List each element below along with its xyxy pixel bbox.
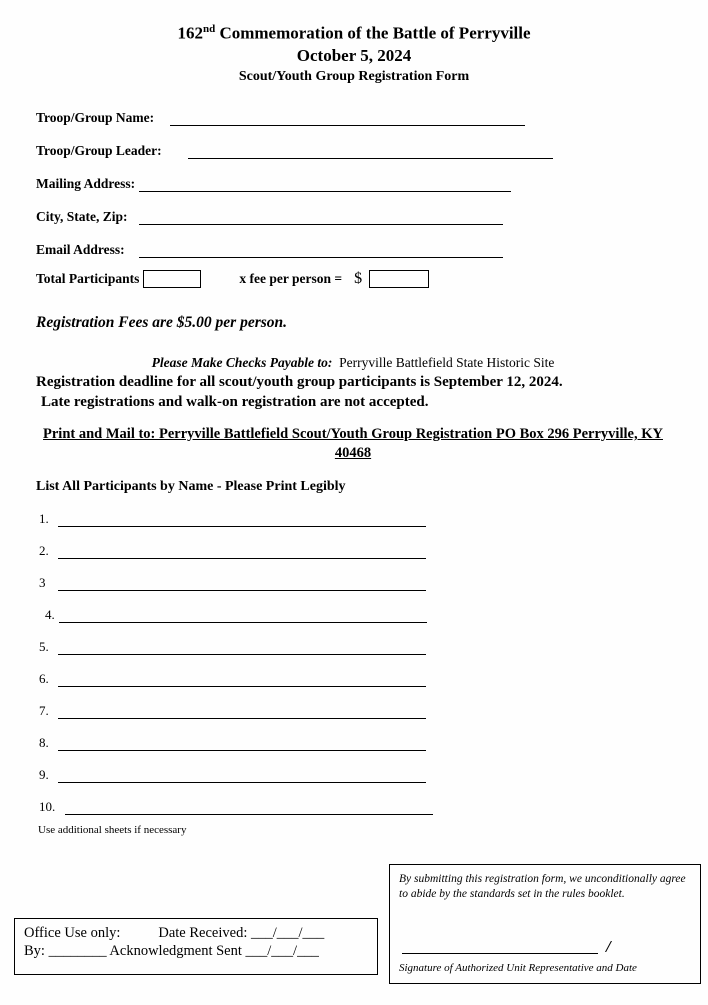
agreement-statement: By submitting this registration form, we unconditionally agree to abide by the standards set in the rules booklet. [399,873,686,900]
city-state-zip-label: City, State, Zip: [36,208,128,224]
event-date: October 5, 2024 [296,45,412,65]
mailing-address-input-line[interactable] [139,176,511,192]
participant-name-line-5[interactable] [58,641,426,655]
participant-row [39,542,670,559]
participant-row [39,798,670,815]
participant-row [39,702,670,719]
participant-number: 1. [39,510,49,526]
signature-date-slash: / [606,937,611,956]
participant-number: 2. [39,542,49,558]
participant-name-line-4[interactable] [59,609,427,623]
participant-row [39,574,670,591]
by-label: By: [24,943,45,959]
total-participants-row [36,268,670,290]
signature-row [399,937,691,956]
participant-name-line-3[interactable] [58,577,426,591]
total-participants-label: Total Participants [36,270,140,286]
troop-group-name-label: Troop/Group Name: [36,109,155,125]
participant-list [39,510,670,815]
participant-row [39,766,670,783]
mail-to-zip: 40468 [334,444,372,461]
participant-name-line-2[interactable] [58,545,426,559]
signature-input-line[interactable] [402,942,598,954]
additional-sheets-note: Use additional sheets if necessary [38,823,187,836]
title-ordinal-superscript: nd [202,23,216,35]
late-registration-statement: Late registrations and walk-on registration are not accepted. [41,393,429,410]
deadline-statement: Registration deadline for all scout/youth group participants is September 12, 2024. [36,373,563,390]
troop-group-leader-label: Troop/Group Leader: [36,142,162,158]
participant-name-line-1[interactable] [58,513,426,527]
acknowledgment-sent-blank[interactable]: ___/___/___ [245,943,319,959]
total-participants-input-box[interactable] [143,270,201,288]
troop-group-name-input-line[interactable] [170,110,525,126]
troop-group-leader-input-line[interactable] [188,143,553,159]
total-fee-input-box[interactable] [369,270,429,288]
mail-to-line1: Print and Mail to: Perryville Battlefield Scout/Youth Group Registration PO Box 296 Perryville, KY [43,425,663,442]
fee-per-person-label: x fee per person = [239,270,343,286]
field-row-email-address [36,239,670,258]
participant-row [39,510,670,527]
participant-number: 9. [39,766,49,782]
participant-row [39,734,670,751]
email-address-input-line[interactable] [139,242,503,258]
participant-name-line-10[interactable] [65,801,433,815]
participant-row [39,670,670,687]
office-use-only-label: Office Use only: [24,925,121,941]
participant-number: 8. [39,734,49,750]
field-row-mailing-address [36,173,670,192]
form-header [0,0,708,87]
dollar-sign: $ [354,269,363,287]
checks-payable-payee: Perryville Battlefield State Historic Site [339,354,555,370]
signature-caption: Signature of Authorized Unit Representative and Date [399,962,637,974]
checks-payable-value [336,355,555,370]
participant-name-line-6[interactable] [58,673,426,687]
participant-number: 3 [39,574,46,590]
field-row-troop-group-leader [36,140,670,159]
participant-name-line-9[interactable] [58,769,426,783]
office-use-line1 [24,924,368,942]
form-name: Scout/Youth Group Registration Form [238,68,470,84]
print-and-mail-instructions [36,425,670,463]
checks-payable-label: Please Make Checks Payable to: [151,354,333,370]
field-row-troop-group-name [36,107,670,126]
acknowledgment-sent-label: Acknowledgment Sent [109,943,242,959]
participant-list-heading: List All Participants by Name - Please Print Legibly [36,478,346,494]
form-body [0,107,708,836]
checks-payable-line [36,355,670,371]
registration-fees-note: Registration Fees are $5.00 per person. [36,313,288,331]
participant-row [39,606,670,623]
participant-row [39,638,670,655]
participant-number: 10. [39,798,56,814]
title-text: Commemoration of the Battle of Perryville [215,23,531,43]
page-title [0,18,708,45]
date-received-label: Date Received: [158,925,248,941]
field-row-city-state-zip [36,206,670,225]
date-received-blank[interactable]: ___/___/___ [250,925,325,941]
city-state-zip-input-line[interactable] [139,209,503,225]
participant-number: 5. [39,638,49,654]
participant-number: 4. [45,606,55,622]
agreement-signature-box [389,864,701,984]
participant-name-line-8[interactable] [58,737,426,751]
by-blank[interactable]: ________ [48,943,107,959]
participant-number: 6. [39,670,49,686]
office-use-line2 [24,942,368,960]
participant-name-line-7[interactable] [58,705,426,719]
participant-number: 7. [39,702,49,718]
office-use-box [14,918,378,975]
mailing-address-label: Mailing Address: [36,175,136,191]
title-number: 162 [177,23,203,43]
email-address-label: Email Address: [36,241,125,257]
